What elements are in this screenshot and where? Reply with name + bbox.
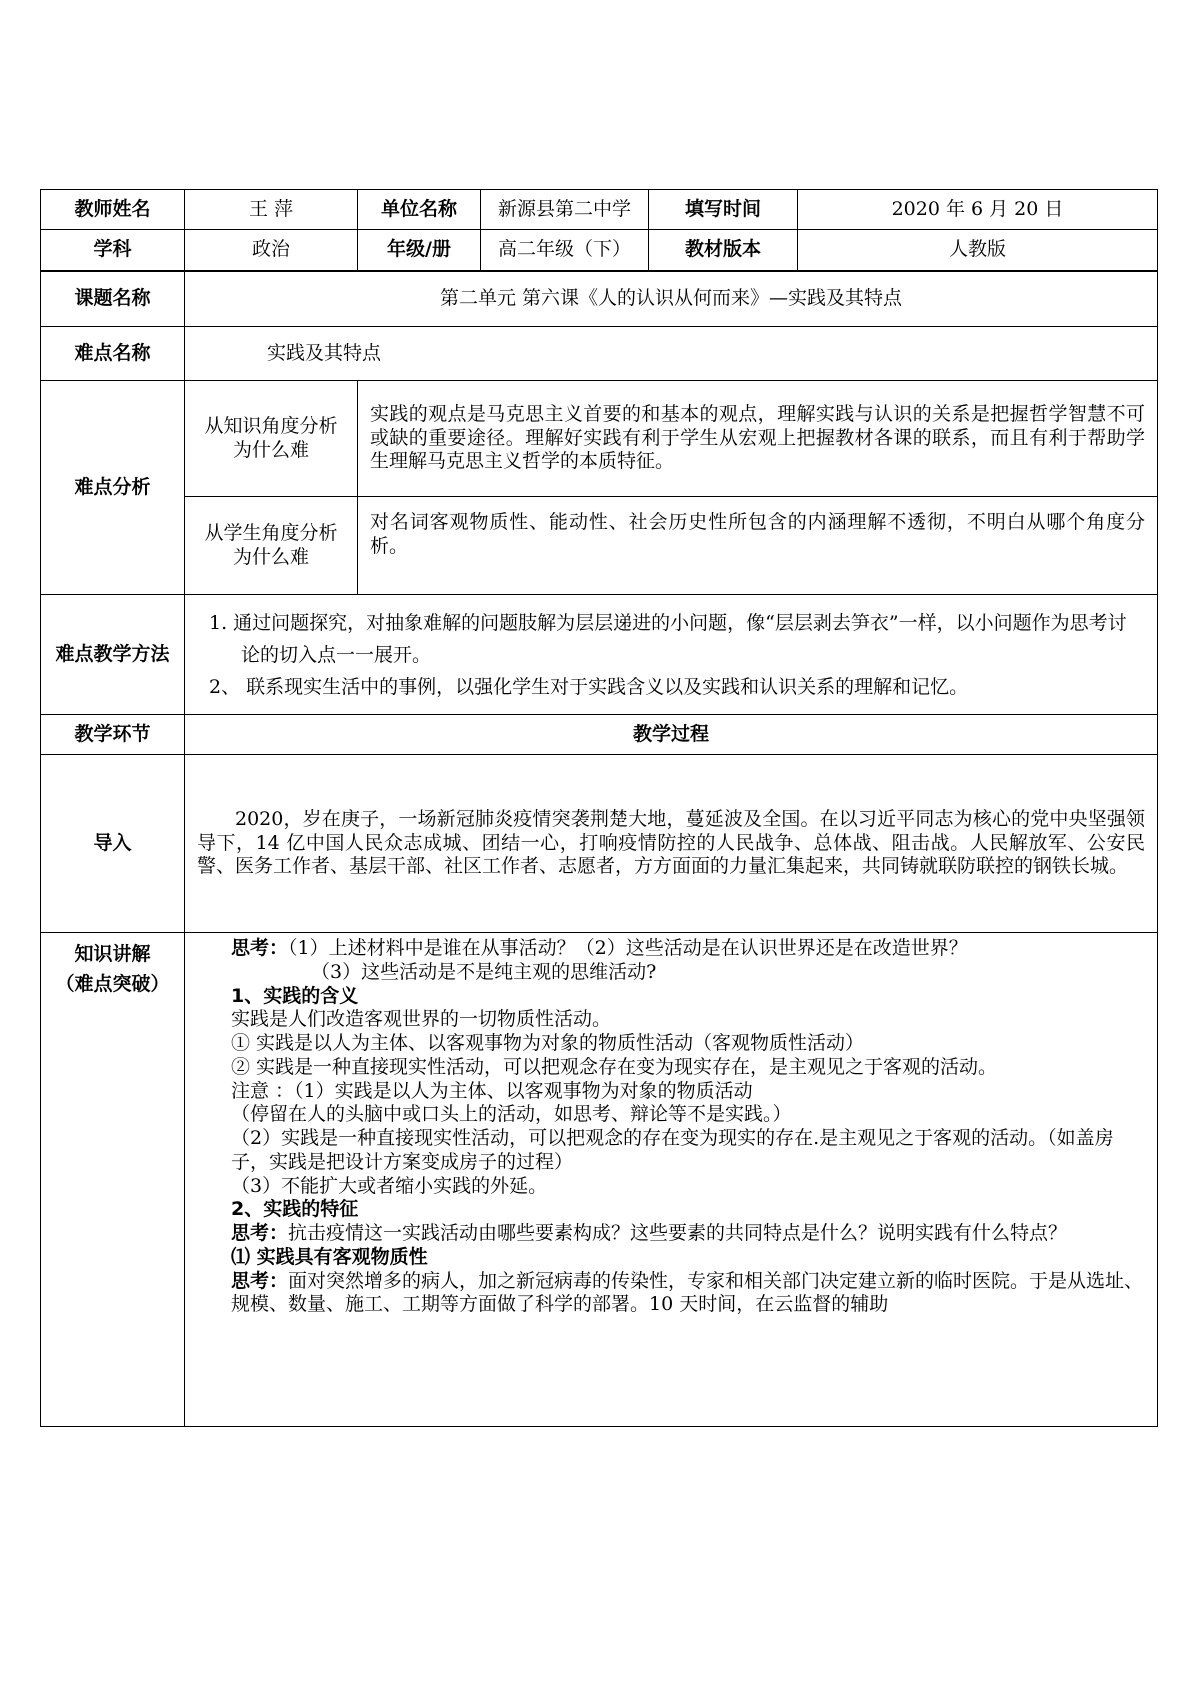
think-2: 思考：抗击疫情这一实践活动由哪些要素构成？这些要素的共同特点是什么？说明实践有什么特点？	[231, 1222, 1068, 1244]
note-1: 注意 ：（1）实践是以人为主体、以客观事物为对象的物质活动	[231, 1079, 753, 1102]
subject-value: 政治	[185, 230, 358, 271]
method-item-2: 2、 联系现实生活中的事例，以强化学生对于实践含义以及实践和认识关系的理解和记忆。	[209, 675, 969, 698]
edition-value: 人教版	[798, 230, 1158, 271]
process-header: 教学过程	[185, 715, 1158, 755]
grade-value: 高二年级（下）	[481, 230, 649, 271]
topic-value: 第二单元 第六课《人的认识从何而来》—实践及其特点	[185, 271, 1158, 327]
unit-name-label: 单位名称	[358, 190, 481, 230]
think-1: 思考：（1）上述材料中是谁在从事活动？（2）这些活动是在认识世界还是在改造世界？	[231, 937, 968, 959]
knowledge-content	[185, 933, 1158, 1427]
practice-point-2: ② 实践是一种直接现实性活动，可以把观念存在变为现实存在，是主观见之于客观的活动。	[231, 1055, 998, 1078]
topic-label: 课题名称	[41, 271, 185, 327]
intro-label: 导入	[41, 755, 185, 933]
note-1-paren: （停留在人的头脑中或口头上的活动，如思考、辩论等不是实践。）	[231, 1103, 792, 1126]
grade-label: 年级/册	[358, 230, 481, 271]
method-label: 难点教学方法	[41, 595, 185, 715]
teacher-name-label: 教师姓名	[41, 190, 185, 230]
method-item-1: 1. 通过问题探究，对抽象难解的问题肢解为层层递进的小问题，像“层层剥去笋衣”一样，以小问题作为思考讨论的切入点一一展开。	[209, 611, 1127, 666]
student-angle-text: 对名词客观物质性、能动性、社会历史性所包含的内涵理解不透彻，不明白从哪个角度分析。	[358, 497, 1158, 595]
heading-objective-materiality: ⑴ 实践具有客观物质性	[231, 1245, 428, 1268]
practice-point-1: ① 实践是以人为主体、以客观事物为对象的物质性活动（客观物质性活动）	[231, 1032, 865, 1054]
knowledge-label: 知识讲解 （难点突破）	[41, 933, 185, 1427]
teacher-name-value: 王 萍	[185, 190, 358, 230]
unit-name-value: 新源县第二中学	[481, 190, 649, 230]
note-2: （2）实践是一种直接现实性活动，可以把观念的存在变为现实的存在.是主观见之于客观的活动。（如盖房子，实践是把设计方案变成房子的过程）	[231, 1127, 1114, 1173]
practice-definition: 实践是人们改造客观世界的一切物质性活动。	[231, 1008, 612, 1031]
analysis-label: 难点分析	[41, 381, 185, 595]
lesson-plan-table	[40, 189, 1158, 1427]
heading-practice-features: 2、实践的特征	[231, 1198, 359, 1221]
subject-label: 学科	[41, 230, 185, 271]
think-1-line2: （3）这些活动是不是纯主观的思维活动?	[311, 960, 657, 983]
heading-practice-meaning: 1、实践的含义	[231, 984, 359, 1007]
difficulty-label: 难点名称	[41, 327, 185, 381]
intro-text: 2020，岁在庚子，一场新冠肺炎疫情突袭荆楚大地，蔓延波及全国。在以习近平同志为核心的党中央坚强领导下，14 亿中国人民众志成城、团结一心，打响疫情防控的人民战争、总体战、阻击战。人民解放军、公安民警、医务工作者、基层干部、社区工作者、志愿者，方方面面的力量汇集起来，共同铸就联防联控的钢铁长城。	[185, 755, 1158, 933]
fill-date-label: 填写时间	[649, 190, 798, 230]
knowledge-angle-text: 实践的观点是马克思主义首要的和基本的观点，理解实践与认识的关系是把握哲学智慧不可或缺的重要途径。理解好实践有利于学生从宏观上把握教材各课的联系，而且有利于帮助学生理解马克思主义哲学的本质特征。	[358, 381, 1158, 497]
method-content	[185, 595, 1158, 715]
student-angle-label: 从学生角度分析 为什么难	[185, 497, 358, 595]
edition-label: 教材版本	[649, 230, 798, 271]
note-3: （3）不能扩大或者缩小实践的外延。	[231, 1174, 548, 1197]
stage-header: 教学环节	[41, 715, 185, 755]
difficulty-value: 实践及其特点	[185, 327, 1158, 381]
fill-date-value: 2020 年 6 月 20 日	[798, 190, 1158, 230]
knowledge-angle-label: 从知识角度分析 为什么难	[185, 381, 358, 497]
think-3: 思考：面对突然增多的病人，加之新冠病毒的传染性，专家和相关部门决定建立新的临时医院。于是从选址、规模、数量、施工、工期等方面做了科学的部署。10 天时间，在云监督的辅助	[231, 1269, 1144, 1316]
